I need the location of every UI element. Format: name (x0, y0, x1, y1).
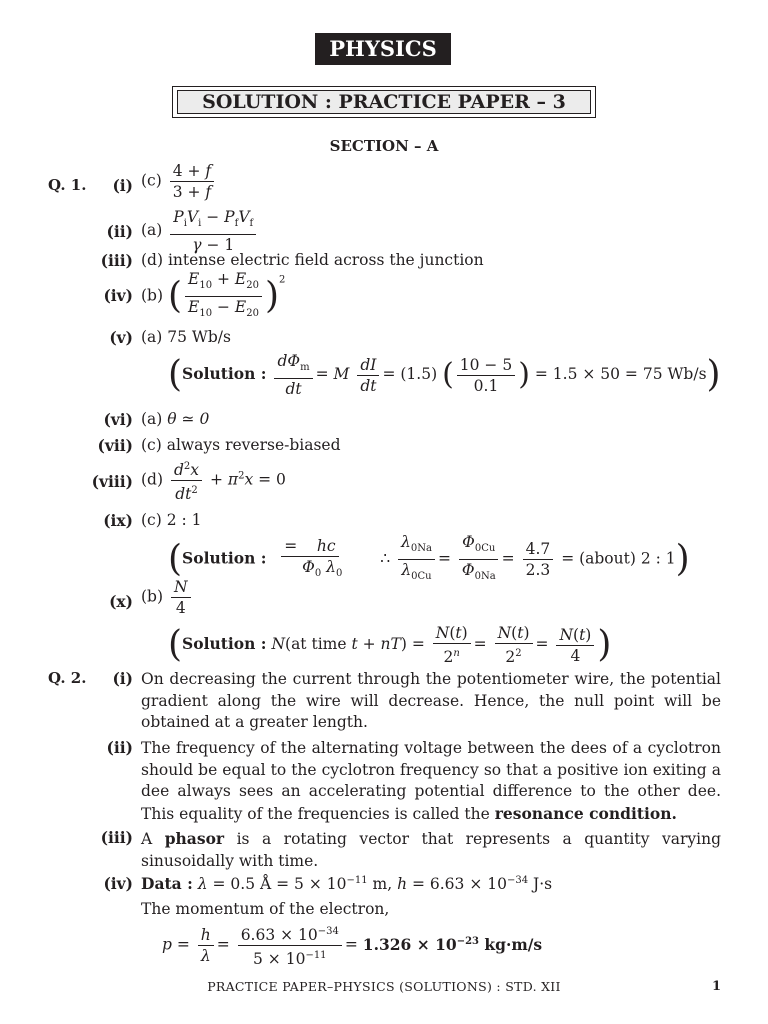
question-2-label: Q. 2. (48, 669, 87, 687)
q1-ix-solution: (Solution : $\frac{= hc}{\Phi_0 \lambda_0}$ ∴ $\frac{\lambda_{0Na}}{\lambda_{0Cu}}$ = $\frac{\Phi_{0Cu}}{\Phi_{0Na}}$ = $\frac{4.7}{2.3}$ = (about) 2 : 1) (168, 533, 690, 583)
page-footer: PRACTICE PAPER–PHYSICS (SOLUTIONS) : STD. XII (207, 979, 561, 994)
q2-iii-roman: (iii) (100, 828, 133, 847)
q2-iv-equation: p = $\frac{h}{\lambda}$ = $\frac{6.63 \times 10^{-34}}{5 \times 10^{-11}}$ = $1.326 \times 10^{-23}$ kg·m/s (162, 923, 542, 968)
q2-ii-roman: (ii) (106, 738, 133, 757)
q1-vii-roman: (vii) (97, 436, 133, 455)
q1-vi-roman: (vi) (103, 410, 133, 429)
q1-vi-text: θ ≃ 0 (167, 410, 210, 428)
q2-iii-paragraph (141, 828, 721, 872)
solution-title-box (172, 86, 596, 118)
q1-iv-answer: (b) ( $\frac{E_{10} + E_{20}}{E_{10} - E_{20}}$ )$^2$ (141, 270, 285, 323)
q1-ix-option: (c) (141, 511, 162, 529)
q1-vi-option: (a) (141, 410, 163, 428)
q2-iii-bold-term: phasor (164, 829, 225, 848)
q1-vii-text: always reverse-biased (166, 436, 341, 454)
q2-i-roman: (i) (112, 669, 133, 688)
q1-iv-fraction: $\frac{E_{10} + E_{20}}{E_{10} - E_{20}}$ (185, 270, 262, 323)
q2-iv-momentum-text: The momentum of the electron, (141, 900, 390, 918)
section-heading: SECTION – A (329, 137, 439, 155)
q2-ii-bold-term: resonance condition. (494, 803, 677, 823)
q1-x-roman: (x) (109, 592, 133, 611)
q1-ii-answer (141, 208, 259, 254)
q2-i-text: On decreasing the current through the potentiometer wire, the potential gradient along the wire will decrease. Hence, the null point will be obtained at a greater length. (141, 670, 721, 731)
q2-iv-result: 1.326 × 10 (362, 934, 457, 954)
question-1-label: Q. 1. (48, 176, 87, 194)
q2-iv-result-exp: −23 (456, 935, 479, 947)
page-number: 1 (712, 979, 722, 994)
q1-ix-solution-label: Solution : (182, 548, 267, 568)
q1-ii-roman: (ii) (106, 222, 133, 241)
q1-v-answer (141, 328, 231, 346)
q2-iii-text: is a rotating vector that represents a quantity varying sinusoidally with time. (141, 830, 722, 870)
q1-ix-answer (141, 511, 202, 529)
q1-viii-option: (d) (141, 470, 164, 489)
q1-ii-fraction: $\frac{P_iV_i - P_fV_f}{\gamma - 1}$ (170, 208, 256, 254)
q1-i-roman: (i) (112, 176, 133, 195)
q1-ix-solution-result: = (about) 2 : 1 (561, 549, 676, 568)
q1-v-option: (a) (141, 328, 163, 346)
q1-v-roman: (v) (109, 328, 133, 347)
q1-vii-option: (c) (141, 436, 162, 454)
q1-iii-text: intense electric field across the junction (167, 251, 484, 269)
q2-ii-text: The frequency of the alternating voltage between the dees of a cyclotron should be equal to the cyclotron frequency so that a positive ion exiting a dee always sees an accelerating potential difference to the other dee. This equality of the frequencies is called the (141, 739, 721, 823)
q1-ix-text: 2 : 1 (166, 511, 202, 529)
q1-viii-roman: (viii) (91, 472, 133, 491)
q2-iv-result-unit: kg·m/s (484, 934, 543, 954)
q1-i-answer (141, 162, 217, 201)
q1-x-option: (b) (141, 587, 164, 606)
q1-vi-answer (141, 410, 209, 428)
solution-title: SOLUTION : PRACTICE PAPER – 3 (177, 90, 591, 114)
q1-x-solution-label: Solution : (182, 634, 267, 654)
q1-i-fraction: $\frac{4 + f}{3 + f}$ (170, 162, 214, 201)
q1-iv-roman: (iv) (103, 286, 133, 305)
q2-iv-data-label: Data : (141, 874, 193, 893)
q1-v-solution: (Solution : $\frac{d\Phi_m}{dt}$ = M $\frac{dI}{dt}$ = (1.5) ( $\frac{10 - 5}{0.1}$ ) = 1.5 × 50 = 75 Wb/s) (168, 352, 721, 399)
q1-x-answer: (b) $\frac{N}{4}$ (141, 578, 194, 617)
q1-vii-answer (141, 436, 341, 454)
q1-i-option: (c) (141, 171, 162, 190)
q1-x-solution: (Solution : N(at time t + nT) = $\frac{N(t)}{2^n}$ = $\frac{N(t)}{2^2}$ = $\frac{N(t)}{4}$ ) (168, 624, 612, 667)
q1-ii-option: (a) (141, 221, 163, 240)
q2-iv-data: Data : λ = 0.5 Å = $5 \times 10^{-11}$ m, $h = 6.63 \times 10^{-34}$ J·s (141, 874, 553, 893)
q1-iv-option: (b) (141, 286, 164, 305)
q1-iii-answer (141, 251, 484, 269)
subject-banner: PHYSICS (315, 33, 451, 65)
q2-iv-roman: (iv) (103, 874, 133, 893)
q1-v-text: 75 Wb/s (167, 328, 231, 346)
q2-ii-paragraph (141, 738, 721, 825)
q1-ix-roman: (ix) (103, 511, 133, 530)
q2-iii-pre: A (141, 830, 153, 848)
q1-viii-answer: (d) $\frac{d^2x}{dt^2}$ + $\pi^2x = 0$ (141, 458, 286, 503)
q1-v-solution-result: = 1.5 × 50 = 75 Wb/s (534, 365, 707, 384)
q1-iii-option: (d) (141, 251, 164, 269)
q1-v-solution-label: Solution : (182, 364, 267, 384)
q1-iii-roman: (iii) (100, 251, 133, 270)
